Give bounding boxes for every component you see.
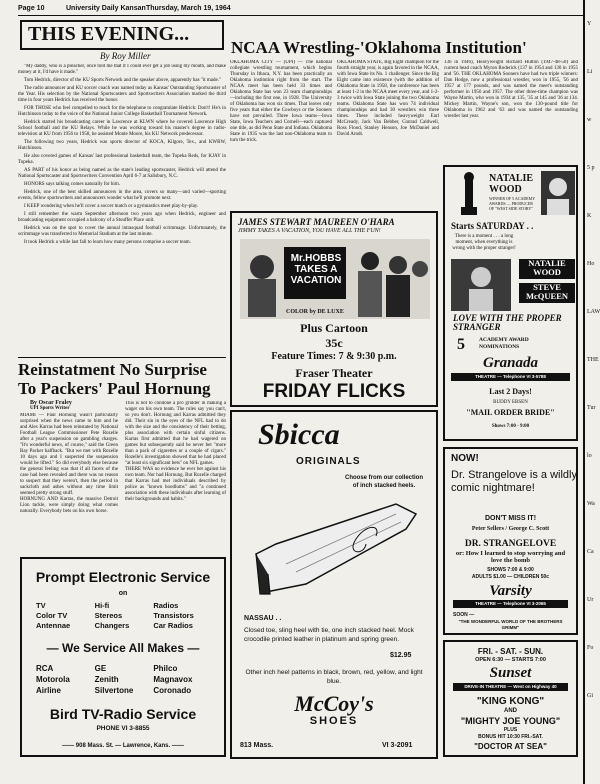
service-item: Changers [94, 621, 130, 630]
edge-fragment: Ca [587, 549, 594, 555]
service-item: Antennae [36, 621, 71, 630]
this-evening-article [18, 64, 226, 354]
paper-name: University Daily Kansan [66, 5, 146, 12]
edge-fragment: Y [587, 21, 592, 27]
hornung-byline: By Oscar Fraley [30, 400, 72, 406]
this-evening-paragraph: "My daddy, who is a preacher, once told me that if I could ever get a job using my mouth, and make money at it, I'd have it made." [18, 64, 226, 75]
varsity-theater-ad [443, 447, 578, 635]
shop-name: Bird TV-Radio Service [49, 706, 197, 722]
oscar-statue-icon [449, 171, 489, 217]
this-evening-paragraph: AS PART of his honor as being named as the state's leading sportscaster, Hedrick will attend the National Sportscaster and Sportswriters Convention April 6-7 at Salisbury, N.C. [18, 168, 226, 179]
this-evening-title-box [20, 20, 224, 50]
mccoys-shoes: SHOES [309, 715, 359, 727]
movie-stars: JAMES STEWART MAUREEN O'HARA [238, 217, 395, 227]
varsity-phone: THEATRE — Telephone VI 3-2065 [453, 600, 568, 608]
brand-name: Coronado [153, 686, 192, 695]
steve-photo [451, 259, 511, 311]
masthead-rule [18, 15, 583, 16]
sbicca-shoe-ad [230, 410, 438, 759]
movie-still [240, 239, 430, 319]
hornung-service: UPI Sports Writer [30, 406, 70, 411]
shop-address: —— 908 Mass. St. — Lawrence, Kans. —— [62, 743, 184, 749]
ticket-price: 35c [325, 336, 343, 350]
brand-name: Magnavox [153, 675, 193, 684]
edge-fragment: Fo [587, 645, 594, 651]
sunset-drive-in-ad [443, 640, 578, 757]
issue-date: Thursday, March 19, 1964 [146, 5, 231, 12]
awards-count: 5 [457, 336, 465, 353]
movie-title: Mr.HOBBS TAKES A VACATION [290, 253, 342, 286]
service-item: Color TV [36, 611, 68, 620]
this-evening-title: THIS EVENING... [28, 23, 190, 45]
this-evening-paragraph: I still remember the warm September afternoon two years ago when Hedrick, engineer and broadcasting equipment occupied a balcony of a Stouffer Place unit. [18, 212, 226, 223]
hornung-headline: Reinstatment No Surprise To Packers' Paul Hornung [18, 360, 211, 398]
steve-mcqueen-badge: STEVE McQUEEN [519, 283, 575, 303]
natalie-photo [541, 171, 575, 215]
service-banner: — We Service All Makes — [46, 641, 200, 655]
brand-name: Zenith [94, 675, 119, 684]
edge-fragment: Ho [587, 261, 595, 267]
service-item: Car Radios [153, 621, 193, 630]
service-items [36, 601, 212, 631]
strangelove-subtitle: or: How I learned to stop worrying and love the bomb [455, 550, 566, 564]
wrestling-headline: NCAA Wrestling-'Oklahoma Institution' [231, 38, 527, 57]
fraser-theater-name: Fraser Theater [295, 366, 373, 380]
this-evening-paragraph: It took Hedrick a while last fall to learn how many persons comprise a soccer team. [24, 240, 191, 245]
awards-label: ACADEMY AWARD NOMINATIONS [479, 337, 529, 350]
edge-fragment: lo [587, 453, 592, 459]
this-evening-paragraph: Hedrick started his broadcasting career in Lawrence at KLWN where he covered Lawrence High School football and the KU Relays. While he was working toward his master's degree in radio-television at KU from 1956 to 1958, he assisted Monte Moore, his KU Network predecessor. [18, 120, 226, 137]
doctor-at-sea: "DOCTOR AT SEA" [474, 742, 547, 751]
king-kong: "KING KONG" [476, 696, 545, 707]
varsity-times: SHOWS 7:00 & 9:00 [487, 567, 534, 573]
this-evening-paragraph: I KEEP wondering when he'll cover a soccer match or a gymnastics meet play-by-play. [24, 204, 199, 209]
edge-fragment: w [587, 117, 592, 123]
shoe-style-name: NASSAU . . [244, 615, 282, 622]
service-item: Radios [153, 601, 179, 610]
edge-fragment: Tur [587, 405, 596, 411]
mail-order-bride: "MAIL ORDER BRIDE" [466, 408, 555, 417]
store-phone: VI 3-2091 [382, 742, 413, 749]
brand-name: Airline [36, 686, 61, 695]
varsity-prices: ADULTS $1.00 — CHILDREN 50c [471, 574, 550, 580]
this-evening-byline: By Roy Miller [100, 51, 151, 61]
hornung-col-2 [125, 401, 226, 553]
last-2-days: Last 2 Days! [489, 387, 532, 396]
movie-tagline: JIMMY TAKES A VACATION, YOU HAVE ALL THE FUN! [238, 228, 381, 234]
service-item: TV [36, 601, 46, 610]
plus-cartoon: Plus Cartoon [300, 321, 368, 335]
this-evening-paragraph: HONORS says talking comes naturally for him. [24, 182, 120, 187]
sbicca-originals: ORIGINALS [296, 456, 361, 467]
movie-color: COLOR by DE LUXE [286, 309, 344, 315]
granada-shows: Shows 7:00 - 9:00 [491, 424, 530, 429]
page-gutter [583, 0, 585, 784]
shoe-price: $12.95 [390, 652, 412, 659]
varsity-soon: SOON — [453, 612, 475, 618]
sunset-open: OPEN 6:30 — STARTS 7:00 [475, 657, 546, 663]
sunset-sub: DRIVE-IN THEATRE — West on Highway 40 [453, 683, 568, 691]
service-brands [36, 663, 212, 696]
edge-fragment: LAW [587, 309, 600, 315]
brand-name: Motorola [36, 675, 70, 684]
strangelove-name: Dr. Strangelove [451, 469, 527, 481]
prompt-title: Prompt Electronic Service [35, 569, 211, 585]
brand-name: RCA [36, 664, 54, 673]
shoe-illustration [246, 474, 426, 604]
service-item: Transistors [153, 611, 194, 620]
brand-name: Philco [153, 664, 178, 673]
mighty-joe-young: "MIGHTY JOE YOUNG" [460, 716, 561, 726]
friday-flicks: FRIDAY FLICKS [262, 381, 406, 402]
shop-phone: PHONE VI 3-8855 [96, 725, 150, 732]
edge-fragment: Li [587, 69, 593, 75]
granada-actor: BUDDY EBSEN [493, 400, 528, 405]
adjacent-page-edge [587, 20, 600, 780]
edge-fragment: THE [587, 357, 599, 363]
service-item: Stereos [94, 611, 123, 620]
brothers-grimm: "THE WONDERFUL WORLD OF THE BROTHERS GRIMM" [458, 619, 563, 630]
sunset-and: AND [504, 708, 517, 714]
sbicca-logo: Sbicca [258, 418, 340, 451]
sunset-bonus: BONUS HIT 10:30 FRI.-SAT. [478, 734, 543, 740]
this-evening-paragraph: The following two years, Hedrick was sports director of KOCA, Kilgore, Tex., and KWBW, Hutchinson. [18, 140, 226, 151]
hornung-col-1 [20, 413, 118, 553]
sunset-days: FRI. - SAT. - SUN. [477, 647, 544, 656]
wrestling-col-1: OKLAHOMA CITY — (UPI) — The national collegiate wrestling tournament, which begins Thursday in Ithaca, N.Y. has been practically an Oklahoma institution right from the start. The NCAA meet has been held 33 times and Oklahoma State has won 23 team championships—including the first one, in 1928. The University of Oklahoma has won six times. That leaves only five years that either the Cowboys or the Sooners have not prevailed. Three Iowa teams—Iowa State, Iowa Teachers and Cornell—each captured one title, as did Penn State and Indiana. Oklahoma State in 1935 was the last non-Oklahoma team to turn the trick. [230, 60, 332, 143]
page-number: Page 10 [18, 5, 45, 12]
natalie-wood-badge: NATALIE WOOD [519, 259, 575, 279]
mccoys-logo: McCoy's [294, 691, 374, 716]
love-title: LOVE WITH THE PROPER STRANGER [453, 313, 562, 332]
hornung-col-2-text: This is not to condone a pro gridder in making a wager on his own team. The rules say you can't, so you don't. Hornung and Karras admitted they did. Their sin in the eyes of the NFL had to do with the size and the consistency of their betting, plus association with certain sinful citizens. Karras first admitted that he had wagered on games but subsequently said he never bet "more than a pack of cigarettes or a couple of cigars." Rozelle's investigation showed that he had placed "at least six significant bets" on NFL games. [125, 401, 226, 466]
granada-credits: WINNER OF 5 ACADEMY AWARDS — PRODUCER OF "WEST SIDE STORY" [489, 196, 535, 211]
strangelove-tag: is a wildly comic nightmare! [451, 469, 577, 494]
shoe-other-patterns: Other inch heel patterns in black, brown, red, yellow, and light blue. [245, 669, 423, 685]
this-evening-paragraph: The radio announcer and KU soccer coach was named today as Kansas' Outstanding Sportscaster of the Year. His selection by the National Sportscasters and Sportswriters Association marked the third time in four years Hedrick has received the honor. [18, 86, 226, 103]
feature-times: Feature Times: 7 & 9:30 p.m. [271, 351, 397, 362]
sbicca-choose: Choose from our collection of inch stacked heels. [344, 475, 423, 489]
hornung-col-1b-text: HORNUNG AND Karras, the massive Detroit Lion tackle, were simply doing what comes naturally. Everybody bets on his own horse. [20, 497, 118, 514]
fraser-theater-ad [230, 211, 438, 407]
brand-name: GE [94, 664, 107, 673]
wrestling-col-2: OKLAHOMA STATE, Big Eight champion for the fourth straight year, is again favored in the NCAA, with Iowa State its No. 1 challenger. Since the Big Eight came into existence (with the addition of Oklahoma State in 1958, the conference has been at least 1-2 in the NCAA meet every year, and 1-2-3 twice with Iowa State joining the two Oklahoma teams. Oklahoma State has won 74 individual championships and had 30 wrestlers win three times. These included heavyweight Earl McCready, Jack Van Bebber, Conrad Caldwell, Ross Flood, Stanley Henson, Joe McDaniel and David Arndt. [337, 60, 439, 137]
edge-fragment: Gi [587, 693, 593, 699]
granada-phone: THEATRE — Telephone VI 3-5788 [451, 373, 570, 381]
this-evening-paragraph: Hedrick, one of the best skilled announcers in the area, covers so many—and varied—sporting events, fellow sportswriters and announcers wonder what he'll promote next. [18, 190, 226, 201]
prompt-on: on [118, 590, 128, 597]
edge-fragment: Wa [587, 501, 595, 507]
dont-miss-it: DON'T MISS IT! [484, 515, 537, 522]
wrestling-col-3: 136 in 1946), Heavyweight Richard Hutton (1947-48-50) and current head coach Myron Roderick (137 in 1954 and 130 in 1955 and '56. THE OKLAHOMA Sooners have had two triple winners: Dan Hodge, now a professional wrestler, won in 1955, '56 and 1957 at 177 pounds, and was named the meet's outstanding performer in 1956 and 1957. The other three-time champion was Wayne Martin, who won in 1934 at 135, '35 at 145 and '36 at 134. Mickey Martin, Wayne's son, won the 130-pound title for Oklahoma in 1962 and '63 and was named the outstanding wrestler last year. [444, 60, 578, 119]
this-evening-paragraph: Hedrick was on the spot to cover the annual intrasquad football scrimmage. Unfortunately, the scrimmage was transferred to Memorial Stadium at the last minute. [18, 226, 226, 237]
this-evening-paragraph: Tom Hedrick, director of the KU Sports Network and the speaker above, apparently has "it made." [24, 78, 222, 83]
varsity-logo: Varsity [489, 583, 532, 599]
strangelove-headline [451, 469, 577, 495]
natalie-wood-top: NATALIE WOOD [489, 173, 534, 195]
strangelove-title: DR. STRANGELOVE [464, 539, 557, 549]
granada-logo: Granada [482, 355, 538, 371]
store-address: 813 Mass. [240, 742, 274, 749]
this-evening-paragraph: He also covered games of Kansas' last professional basketball team, the Topeka Reds, for KJAY in Topeka. [18, 154, 226, 165]
starts-saturday: Starts SATURDAY . . [451, 221, 534, 231]
hornung-col-2b-text: THERE WAS no evidence he ever bet against his own team. Nor had Hornung. But Rozelle charged that Karras had met individuals described by police as "known hoodlums" and "a continued association with these individuals after learning of their backgrounds and habits." [125, 467, 226, 502]
sunset-plus: PLUS [503, 727, 518, 733]
this-evening-paragraph: FOR THOSE who feel compelled to reach for the telephone to congratulate Hedrick: Don't! He's in Hutchinson today to the voice of the National Junior College Basketball Tournament Network. [18, 106, 226, 117]
strangelove-cast: Peter Sellers / George C. Scott [471, 526, 550, 532]
edge-fragment: 5 p [587, 165, 595, 171]
sunset-logo: Sunset [489, 665, 532, 681]
varsity-now: NOW! [451, 453, 479, 464]
shoe-description: Closed toe, sling heel with tie, one inch stacked heel. Mock crocodile printed leather in platinum and spring green. [244, 627, 414, 643]
service-item: Hi-fi [94, 601, 110, 610]
brand-name: Silvertone [94, 686, 134, 695]
hornung-col-1-text: MIAMI — Paul Hornung wasn't particularly surprised when the news came to him and he and Alex Karras had been reinstated by National Football League Commissioner Pete Rozelle after a year's suspension on gambling charges. "It's wonderful news, of course," said the Green Bay Packer halfback. "But we met with Rozelle 10 days ago and I suspected the suspension would be lifted." So did everybody else because the general feeling was that if all facets of the case had been revealed and there was no reason to suspect that they weren't, then the period in sackcloth and ashes without any time limit seemed pretty strong stuff. [20, 413, 118, 496]
prompt-electronic-ad [20, 557, 226, 757]
edge-fragment: Ur [587, 597, 594, 603]
edge-fragment: K [587, 213, 592, 219]
granada-blurb: There is a moment . . . a long moment, when everything is wrong with the proper stranger! [452, 234, 516, 251]
granada-theater-ad [443, 165, 578, 441]
